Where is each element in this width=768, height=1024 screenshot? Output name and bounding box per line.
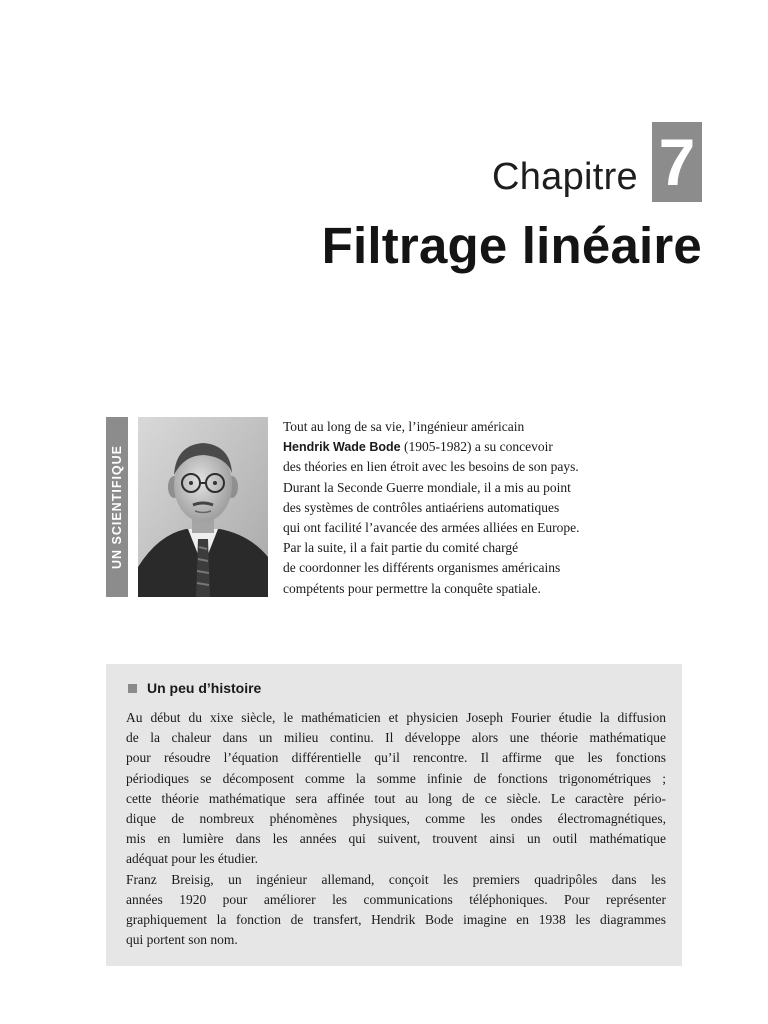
bio-line: Par la suite, il a fait partie du comité chargé — [283, 540, 519, 556]
chapter-label: Chapitre — [491, 156, 638, 198]
history-line: de la chaleur dans un milieu continu. Il développe alors une théorie mathématique — [126, 730, 666, 746]
scientist-band-label: UN SCIENTIFIQUE — [110, 444, 125, 570]
bio-line: Tout au long de sa vie, l’ingénieur américain — [283, 419, 525, 434]
history-line: qui portent son nom. — [126, 932, 238, 948]
history-box — [106, 664, 682, 966]
square-bullet-icon — [128, 684, 137, 693]
history-line: Au début du xixe siècle, le mathématicien et physicien Joseph Fourier étudie la diffusion — [126, 710, 666, 725]
scientist-portrait — [138, 417, 268, 597]
history-line: pour résoudre l’équation différentielle qu’il rencontre. Il affirme que les fonctions — [126, 750, 666, 766]
history-line: dique de nombreux phénomènes physiques, comme les ondes électromagnétiques, — [126, 810, 666, 826]
bio-line: qui ont facilité l’avancée des armées alliées en Europe. — [283, 520, 580, 536]
bio-line: des théories en lien étroit avec les besoins de son pays. — [283, 459, 579, 475]
history-heading-text: Un peu d’histoire — [147, 680, 262, 696]
history-line: mis en lumière dans les années qui suivent, trouvent ainsi un outil mathématique — [126, 831, 666, 847]
scientist-band — [106, 417, 128, 597]
history-line: graphiquement la fonction de transfert, Hendrik Bode imagine en 1938 les diagrammes — [126, 911, 666, 927]
history-heading — [128, 680, 261, 696]
scientist-name: Hendrik Wade Bode — [283, 440, 401, 455]
chapter-title: Filtrage linéaire — [321, 217, 702, 274]
chapter-header — [492, 122, 702, 202]
history-line: périodiques se décomposent comme la somme infinie de fonctions trigonométriques ; — [126, 770, 666, 786]
bio-line: de coordonner les différents organismes américains — [283, 560, 561, 576]
history-line: années 1920 pour améliorer les communications téléphoniques. Pour représenter — [126, 891, 666, 907]
scientist-section — [106, 417, 666, 597]
history-line: adéquat pour les étudier. — [126, 851, 258, 867]
history-line: cette théorie mathématique sera affinée tout au long de ce siècle. Le caractère pério- — [126, 790, 666, 806]
scientist-biography — [283, 417, 683, 599]
bio-line: Hendrik Wade Bode (1905-1982) a su concevoir — [283, 439, 553, 455]
portrait-photo — [138, 417, 268, 597]
chapter-number-badge: 7 — [652, 122, 702, 202]
history-line: Franz Breisig, un ingénieur allemand, conçoit les premiers quadripôles dans les — [126, 871, 666, 887]
bio-line: Durant la Seconde Guerre mondiale, il a mis au point — [283, 479, 571, 495]
bio-line: compétents pour permettre la conquête spatiale. — [283, 580, 541, 596]
history-body — [126, 708, 666, 950]
bio-line: des systèmes de contrôles antiaériens automatiques — [283, 499, 560, 515]
